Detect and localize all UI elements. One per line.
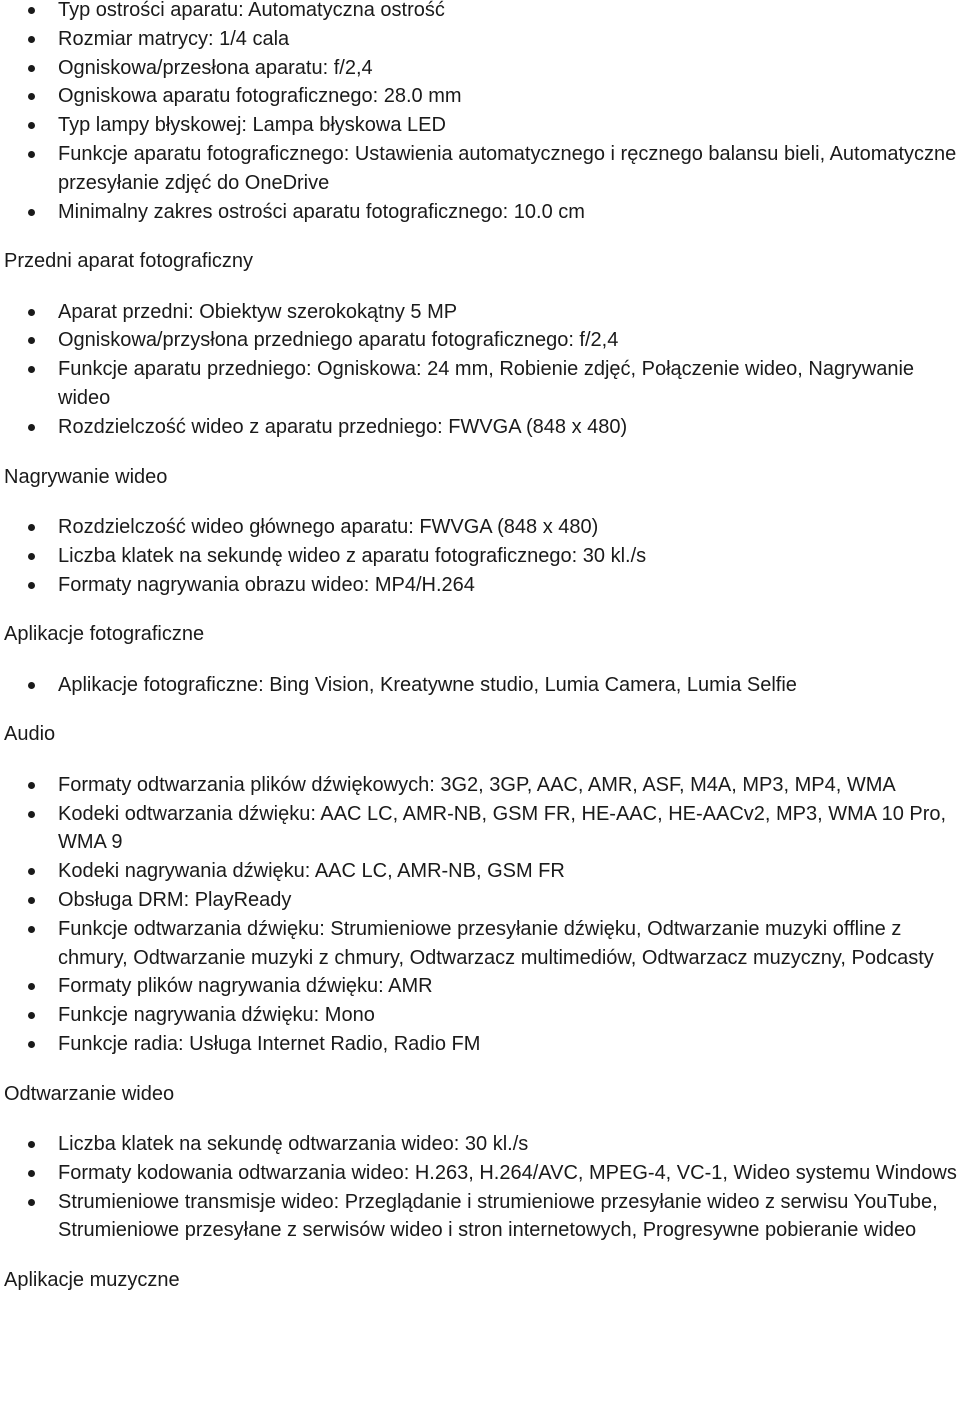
list-item: [0, 571, 960, 600]
list-item-text: Liczba klatek na sekundę odtwarzania wideo: 30 kl./s: [58, 1133, 529, 1155]
section-heading: Nagrywanie wideo: [4, 465, 168, 488]
spec-list: [0, 771, 960, 1059]
list-item-text: Ogniskowa aparatu fotograficznego: 28.0 mm: [58, 85, 462, 108]
list-item-text: Rozmiar matrycy: 1/4 cala: [58, 27, 290, 50]
list-item-text: Ogniskowa/przesłona aparatu: f/2,4: [58, 56, 373, 79]
list-item: [0, 1030, 960, 1059]
list-item: [0, 1188, 960, 1246]
bullet-icon: [28, 897, 35, 904]
list-item-text: Typ ostrości aparatu: Automatyczna ostrość: [58, 0, 445, 21]
section-spacer: [0, 1245, 960, 1266]
section-spacer: [0, 491, 960, 513]
list-item: [0, 54, 960, 83]
list-item-text: Funkcje nagrywania dźwięku: Mono: [58, 1004, 375, 1027]
section-spacer: [0, 1059, 960, 1080]
list-item: [0, 198, 960, 227]
bullet-icon: [28, 1012, 35, 1019]
bullet-icon: [28, 122, 35, 129]
section-spacer: [0, 226, 960, 247]
list-item-text: Ogniskowa/przysłona przedniego aparatu fotograficznego: f/2,4: [58, 329, 619, 352]
list-item: [0, 298, 960, 327]
spec-list: [0, 298, 960, 442]
list-item-text: Liczba klatek na sekundę wideo z aparatu fotograficznego: 30 kl./s: [58, 544, 647, 567]
list-item: [0, 915, 960, 973]
list-item-text: Funkcje radia: Usługa Internet Radio, Radio FM: [58, 1032, 481, 1055]
bullet-icon: [28, 553, 35, 560]
bullet-icon: [28, 983, 35, 990]
list-item-text: Strumieniowe transmisje wideo: Przeglądanie i strumieniowe przesyłanie wideo z serwisu YouTube, Strumieniowe przesyłane z serwisów wideo i stron internetowych, Progresywne pobieranie wideo: [58, 1190, 938, 1242]
list-item: [0, 82, 960, 111]
section-spacer: [0, 599, 960, 620]
section-heading: Odtwarzanie wideo: [4, 1082, 175, 1105]
list-item-text: Formaty kodowania odtwarzania wideo: H.263, H.264/AVC, MPEG-4, VC-1, Wideo systemu Windows: [58, 1161, 957, 1184]
spec-list: [0, 0, 960, 226]
list-item: [0, 326, 960, 355]
section-spacer: [0, 699, 960, 720]
list-item-text: Rozdzielczość wideo z aparatu przedniego: FWVGA (848 x 480): [58, 415, 628, 438]
bullet-icon: [28, 93, 35, 100]
list-item: [0, 25, 960, 54]
bullet-icon: [28, 366, 35, 373]
spec-list: [0, 671, 960, 700]
bullet-icon: [28, 209, 35, 216]
list-item-text: Minimalny zakres ostrości aparatu fotograficznego: 10.0 cm: [58, 200, 585, 223]
list-item: [0, 972, 960, 1001]
bullet-icon: [28, 65, 35, 72]
spec-list: [0, 513, 960, 599]
bullet-icon: [28, 424, 35, 431]
list-item: [0, 857, 960, 886]
list-item: [0, 413, 960, 442]
list-item-text: Formaty odtwarzania plików dźwiękowych: 3G2, 3GP, AAC, AMR, ASF, M4A, MP3, MP4, WMA: [58, 773, 896, 796]
list-item-text: Kodeki odtwarzania dźwięku: AAC LC, AMR-NB, GSM FR, HE-AAC, HE-AACv2, MP3, WMA 10 Pro, WMA 9: [58, 802, 947, 854]
bullet-icon: [28, 1199, 35, 1206]
section-spacer: [0, 276, 960, 298]
section-spacer: [0, 649, 960, 671]
list-item-text: Aparat przedni: Obiektyw szerokokątny 5 MP: [58, 300, 458, 323]
bullet-icon: [28, 868, 35, 875]
list-item-text: Typ lampy błyskowej: Lampa błyskowa LED: [58, 114, 446, 137]
section-heading: Aplikacje muzyczne: [4, 1269, 180, 1292]
list-item-text: Formaty plików nagrywania dźwięku: AMR: [58, 975, 433, 998]
bullet-icon: [28, 7, 35, 14]
list-item: [0, 771, 960, 800]
section-heading: Audio: [4, 723, 56, 746]
list-item-text: Funkcje aparatu fotograficznego: Ustawienia automatycznego i ręcznego balansu bieli, Automatyczne przesyłanie zdjęć do OneDrive: [58, 142, 957, 194]
list-item-text: Rozdzielczość wideo głównego aparatu: FWVGA (848 x 480): [58, 515, 599, 538]
bullet-icon: [28, 682, 35, 689]
list-item: [0, 111, 960, 140]
bullet-icon: [28, 524, 35, 531]
list-item-text: Funkcje odtwarzania dźwięku: Strumieniowe przesyłanie dźwięku, Odtwarzanie muzyki offline z chmury, Odtwarzanie muzyki z chmury, Odtwarzacz multimediów, Odtwarzacz muzyczny, Podcasty: [58, 917, 934, 969]
spec-list: [0, 1130, 960, 1245]
list-item: [0, 886, 960, 915]
list-item-text: Aplikacje fotograficzne: Bing Vision, Kreatywne studio, Lumia Camera, Lumia Selfie: [58, 673, 797, 696]
section-spacer: [0, 749, 960, 771]
list-item: [0, 513, 960, 542]
bullet-icon: [28, 1041, 35, 1048]
list-item: [0, 140, 960, 198]
section-spacer: [0, 1109, 960, 1131]
list-item: [0, 1130, 960, 1159]
bullet-icon: [28, 1141, 35, 1148]
bullet-icon: [28, 36, 35, 43]
list-item-text: Obsługa DRM: PlayReady: [58, 888, 292, 911]
bullet-icon: [28, 1170, 35, 1177]
section-spacer: [0, 442, 960, 463]
bullet-icon: [28, 782, 35, 789]
list-item: [0, 671, 960, 700]
bullet-icon: [28, 151, 35, 158]
list-item: [0, 542, 960, 571]
bullet-icon: [28, 309, 35, 316]
section-heading: Aplikacje fotograficzne: [4, 623, 205, 646]
bullet-icon: [28, 811, 35, 818]
bullet-icon: [28, 582, 35, 589]
list-item: [0, 1159, 960, 1188]
bullet-icon: [28, 926, 35, 933]
list-item: [0, 355, 960, 413]
section-heading: Przedni aparat fotograficzny: [4, 250, 254, 273]
list-item-text: Funkcje aparatu przedniego: Ogniskowa: 24 mm, Robienie zdjęć, Połączenie wideo, Nagrywanie wideo: [58, 358, 915, 410]
bullet-icon: [28, 337, 35, 344]
list-item: [0, 0, 960, 25]
list-item-text: Kodeki nagrywania dźwięku: AAC LC, AMR-NB, GSM FR: [58, 860, 565, 883]
list-item-text: Formaty nagrywania obrazu wideo: MP4/H.264: [58, 573, 475, 596]
list-item: [0, 800, 960, 858]
list-item: [0, 1001, 960, 1030]
